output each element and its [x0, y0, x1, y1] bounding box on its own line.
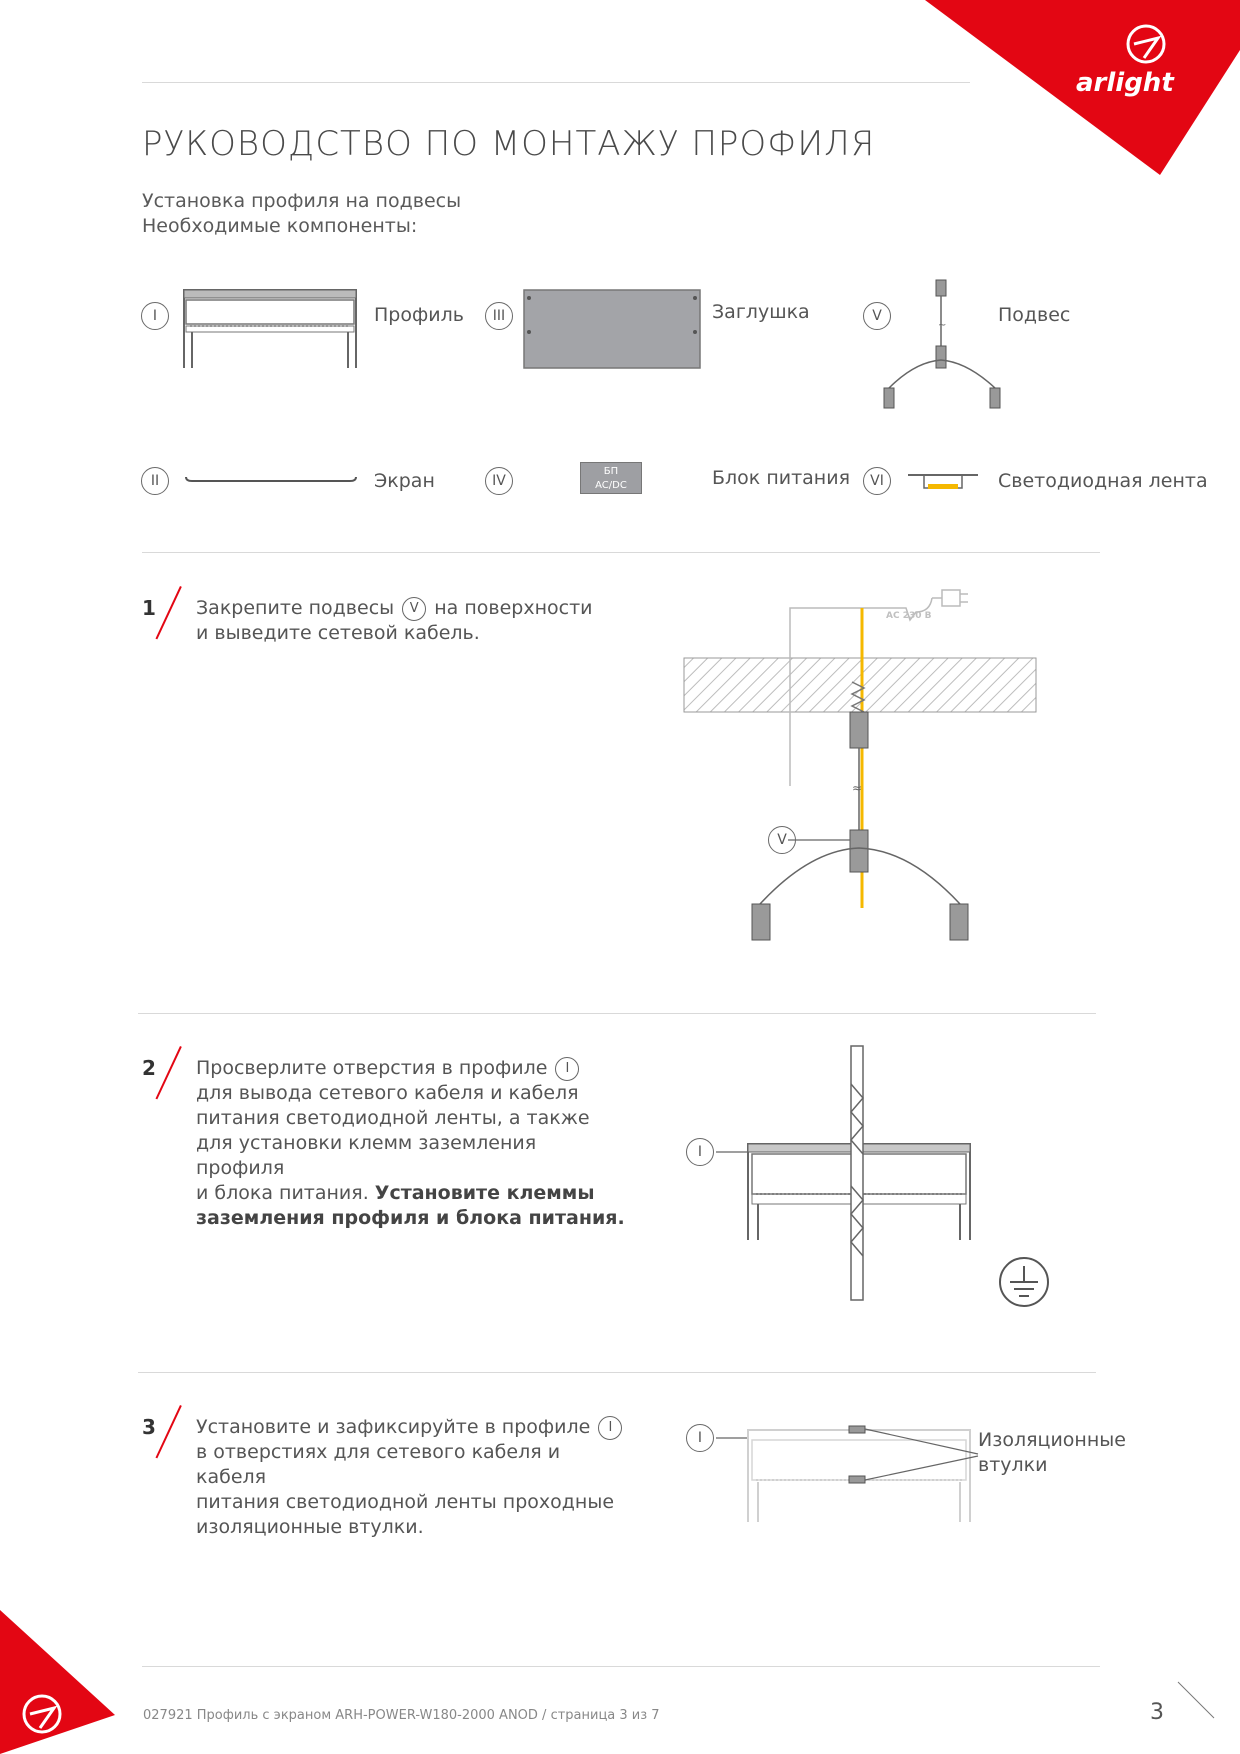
- step-1-ref: V: [402, 597, 426, 621]
- step-1-text: [196, 596, 626, 646]
- profile-icon: [180, 286, 360, 370]
- step-3-text: [196, 1415, 626, 1540]
- step-1-slash: [155, 586, 181, 639]
- step-3-diagram: [716, 1420, 986, 1530]
- step-2-text: [196, 1056, 626, 1231]
- step-3-line4: изоляционные втулки.: [196, 1516, 424, 1538]
- step-1-line2: и выведите сетевой кабель.: [196, 622, 480, 644]
- component-num-1: I: [141, 302, 169, 330]
- step-2-slash: [155, 1046, 181, 1099]
- led-strip-icon: [906, 472, 980, 494]
- svg-text:~: ~: [938, 320, 947, 331]
- section-rule-1: [142, 552, 1100, 553]
- ground-icon: [1000, 1258, 1048, 1306]
- subtitle-components: Необходимые компоненты:: [142, 215, 418, 237]
- component-label-suspension: Подвес: [998, 304, 1071, 326]
- step-2-line4: для установки клемм заземления профиля: [196, 1132, 537, 1179]
- step-3-callout: I: [686, 1424, 714, 1452]
- component-num-2: II: [141, 467, 169, 495]
- step-1-callout: V: [768, 826, 796, 854]
- step-2-line5: и блока питания.: [196, 1182, 375, 1204]
- step-1-voltage: AC 230 В: [886, 611, 932, 621]
- component-num-5: V: [863, 302, 891, 330]
- component-label-profile: Профиль: [374, 304, 464, 326]
- step-1-line1-b: на поверхности: [428, 597, 593, 619]
- power-supply-box-line2: AC/DC: [595, 480, 627, 491]
- step-2-ref: I: [555, 1057, 579, 1081]
- step-3-line3: питания светодиодной ленты проходные: [196, 1491, 615, 1513]
- step-1-line1-a: Закрепите подвесы: [196, 597, 401, 619]
- screen-icon: [184, 475, 358, 489]
- step-3-slash: [155, 1405, 181, 1458]
- step-2-diagram: [716, 1044, 1056, 1314]
- footer-rule: [142, 1666, 1100, 1667]
- step-3-number: 3: [142, 1415, 156, 1439]
- component-num-3: III: [485, 302, 513, 330]
- step-2-line3: питания светодиодной ленты, а также: [196, 1107, 590, 1129]
- component-label-endcap: Заглушка: [712, 301, 810, 323]
- step-3-line1-a: Установите и зафиксируйте в профиле: [196, 1416, 597, 1438]
- step-3-label-2: втулки: [978, 1454, 1048, 1476]
- page-title: РУКОВОДСТВО ПО МОНТАЖУ ПРОФИЛЯ: [142, 124, 876, 164]
- step-2-line1-a: Просверлите отверстия в профиле: [196, 1057, 554, 1079]
- step-2-line2: для вывода сетевого кабеля и кабеля: [196, 1082, 579, 1104]
- suspension-icon: [875, 276, 1005, 411]
- footer-text: 027921 Профиль с экраном ARH-POWER-W180-2000 ANOD / страница 3 из 7: [143, 1708, 660, 1723]
- subtitle-install: Установка профиля на подвесы: [142, 190, 462, 212]
- bushing-icon: [849, 1426, 865, 1483]
- component-label-power-supply: Блок питания: [712, 467, 851, 489]
- corner-bottom: [0, 1610, 120, 1754]
- component-num-6: VI: [863, 467, 891, 495]
- section-rule-2: [138, 1013, 1096, 1014]
- section-rule-3: [138, 1372, 1096, 1373]
- power-supply-icon: [580, 462, 642, 494]
- step-2-bold-1: Установите клеммы: [374, 1182, 595, 1204]
- step-3-ref: I: [598, 1416, 622, 1440]
- svg-text:≈: ≈: [852, 781, 863, 795]
- logo-text: arlight: [1076, 68, 1174, 98]
- page-corner-line: [1176, 1680, 1216, 1720]
- step-2-bold-2: заземления профиля и блока питания.: [196, 1207, 625, 1229]
- step-3-label-1: Изоляционные: [978, 1429, 1126, 1451]
- step-2-callout: I: [686, 1138, 714, 1166]
- step-1-diagram: [680, 586, 1040, 956]
- component-label-led-strip: Светодиодная лента: [998, 470, 1208, 492]
- step-3-line2: в отверстиях для сетевого кабеля и кабеля: [196, 1441, 561, 1488]
- component-num-4: IV: [485, 467, 513, 495]
- header-rule: [142, 82, 970, 83]
- step-2-number: 2: [142, 1056, 156, 1080]
- drill-icon: [851, 1046, 863, 1300]
- endcap-icon: [522, 288, 702, 370]
- page-number: 3: [1150, 1700, 1164, 1725]
- component-label-screen: Экран: [374, 470, 435, 492]
- power-supply-box-line1: БП: [603, 466, 619, 477]
- step-1-number: 1: [142, 596, 156, 620]
